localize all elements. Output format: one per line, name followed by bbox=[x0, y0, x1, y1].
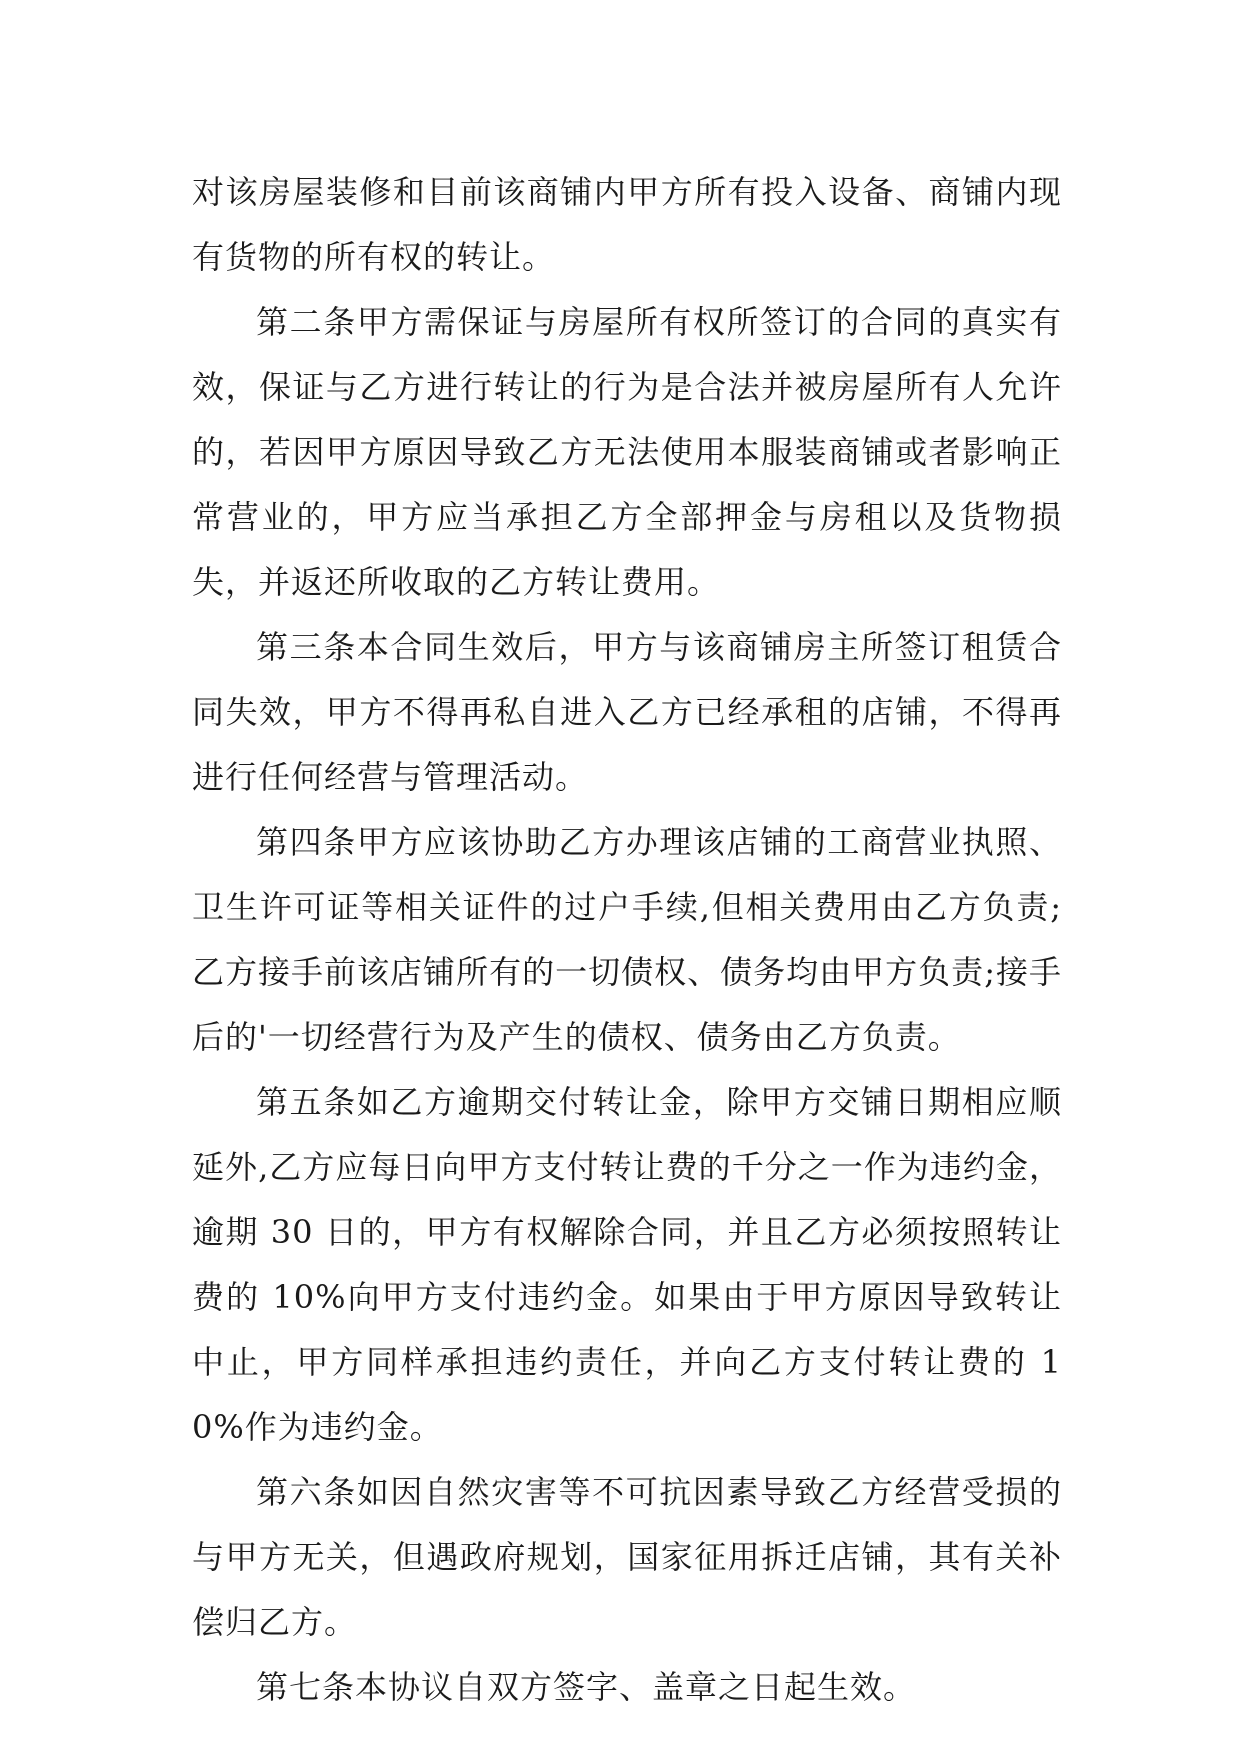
paragraph-continuation: 对该房屋装修和目前该商铺内甲方所有投入设备、商铺内现有货物的所有权的转让。 bbox=[192, 173, 1062, 276]
paragraph-article-6: 第六条如因自然灾害等不可抗因素导致乙方经营受损的与甲方无关，但遇政府规划，国家征用拆迁店铺，其有关补偿归乙方。 bbox=[192, 1473, 1062, 1641]
paragraph-article-3: 第三条本合同生效后，甲方与该商铺房主所签订租赁合同失效，甲方不得再私自进入乙方已经承租的店铺，不得再进行任何经营与管理活动。 bbox=[192, 628, 1062, 796]
paragraph-article-2: 第二条甲方需保证与房屋所有权所签订的合同的真实有效，保证与乙方进行转让的行为是合法并被房屋所有人允许的，若因甲方原因导致乙方无法使用本服装商铺或者影响正常营业的，甲方应当承担乙方全部押金与房租以及货物损失，并返还所收取的乙方转让费用。 bbox=[192, 303, 1062, 601]
paragraph-article-4: 第四条甲方应该协助乙方办理该店铺的工商营业执照、卫生许可证等相关证件的过户手续,但相关费用由乙方负责;乙方接手前该店铺所有的一切债权、债务均由甲方负责;接手后的'一切经营行为及产生的债权、债务由乙方负责。 bbox=[192, 823, 1062, 1056]
paragraph-article-5: 第五条如乙方逾期交付转让金，除甲方交铺日期相应顺延外,乙方应每日向甲方支付转让费的千分之一作为违约金，逾期 30 日的，甲方有权解除合同，并且乙方必须按照转让费的 10%向甲方支付违约金。如果由于甲方原因导致转让中止，甲方同样承担违约责任，并向乙方支付转让费的 10%作为违约金。 bbox=[192, 1083, 1062, 1446]
document-body bbox=[192, 160, 1062, 1720]
paragraph-article-7: 第七条本协议自双方签字、盖章之日起生效。 bbox=[256, 1668, 917, 1706]
